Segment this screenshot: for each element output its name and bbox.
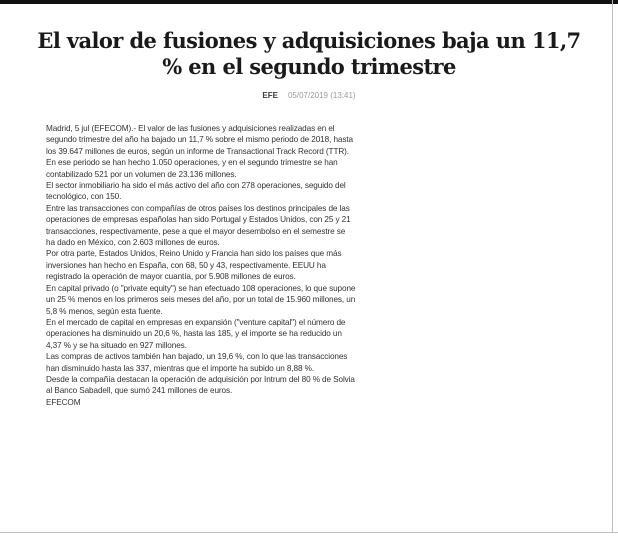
right-border bbox=[612, 0, 613, 533]
article-signature: EFECOM bbox=[46, 397, 81, 407]
article-paragraph: Las compras de activos también han bajado, un 19,6 %, con lo que las transacciones han disminuido hasta las 337, mientras que el importe ha subido un 8,88 %. bbox=[46, 352, 348, 373]
article-paragraph: En el mercado de capital en empresas en expansión ("venture capital") el número de operaciones ha disminuido un 20,6 %, hasta las 185, y el importe se ha reducido un 4,37 % y se ha situado en 927 millones. bbox=[46, 317, 346, 350]
article-paragraph: Madrid, 5 jul (EFECOM).- El valor de las fusiones y adquisiciones realizadas en el segundo trimestre del año ha bajado un 11,7 % sobre el mismo periodo de 2018, hasta los 39.647 millones de euros, según un informe de Transactional Track Record (TTR). bbox=[46, 124, 353, 156]
article-paragraph: En capital privado (o "private equity") se han efectuado 108 operaciones, lo que supone un 25 % menos en los primeros seis meses del año, por un total de 15.960 millones, un 5,8 % menos, según esta fuente. bbox=[46, 283, 356, 316]
bottom-border bbox=[0, 532, 618, 533]
article-paragraph: Entre las transacciones con compañías de otros países los destinos principales de las operaciones de empresas españolas han sido Portugal y Estados Unidos, con 25 y 21 transacciones, respectivamente, pese a que el mayor desembolso en el semestre se ha dado en México, con 2.603 millones de euros. bbox=[46, 203, 351, 248]
top-border bbox=[0, 0, 618, 4]
article-body bbox=[46, 123, 356, 408]
news-agency: EFE bbox=[262, 91, 278, 100]
article-paragraph: Por otra parte, Estados Unidos, Reino Unido y Francia han sido los países que más inversiones han hecho en España, con 68, 50 y 43, respectivamente. EEUU ha registrado la operación de mayor cuantía, por 5.908 millones de euros. bbox=[46, 249, 342, 282]
article-paragraph: En ese periodo se han hecho 1.050 operaciones, y en el segundo trimestre se han contabilizado 521 por un volumen de 23.136 millones. bbox=[46, 158, 338, 179]
article-title: El valor de fusiones y adquisiciones baja un 11,7 % en el segundo trimestre bbox=[37, 28, 581, 79]
publication-date: 05/07/2019 (13:41) bbox=[287, 91, 356, 100]
article-paragraph: El sector inmobiliario ha sido el más activo del año con 278 operaciones, seguido del tecnológico, con 150. bbox=[46, 181, 346, 202]
article-byline bbox=[0, 91, 618, 101]
article-paragraph: Desde la compañía destacan la operación de adquisición por Intrum del 80 % de Solvia al Banco Sabadell, que sumó 241 millones de euros. bbox=[46, 374, 355, 396]
